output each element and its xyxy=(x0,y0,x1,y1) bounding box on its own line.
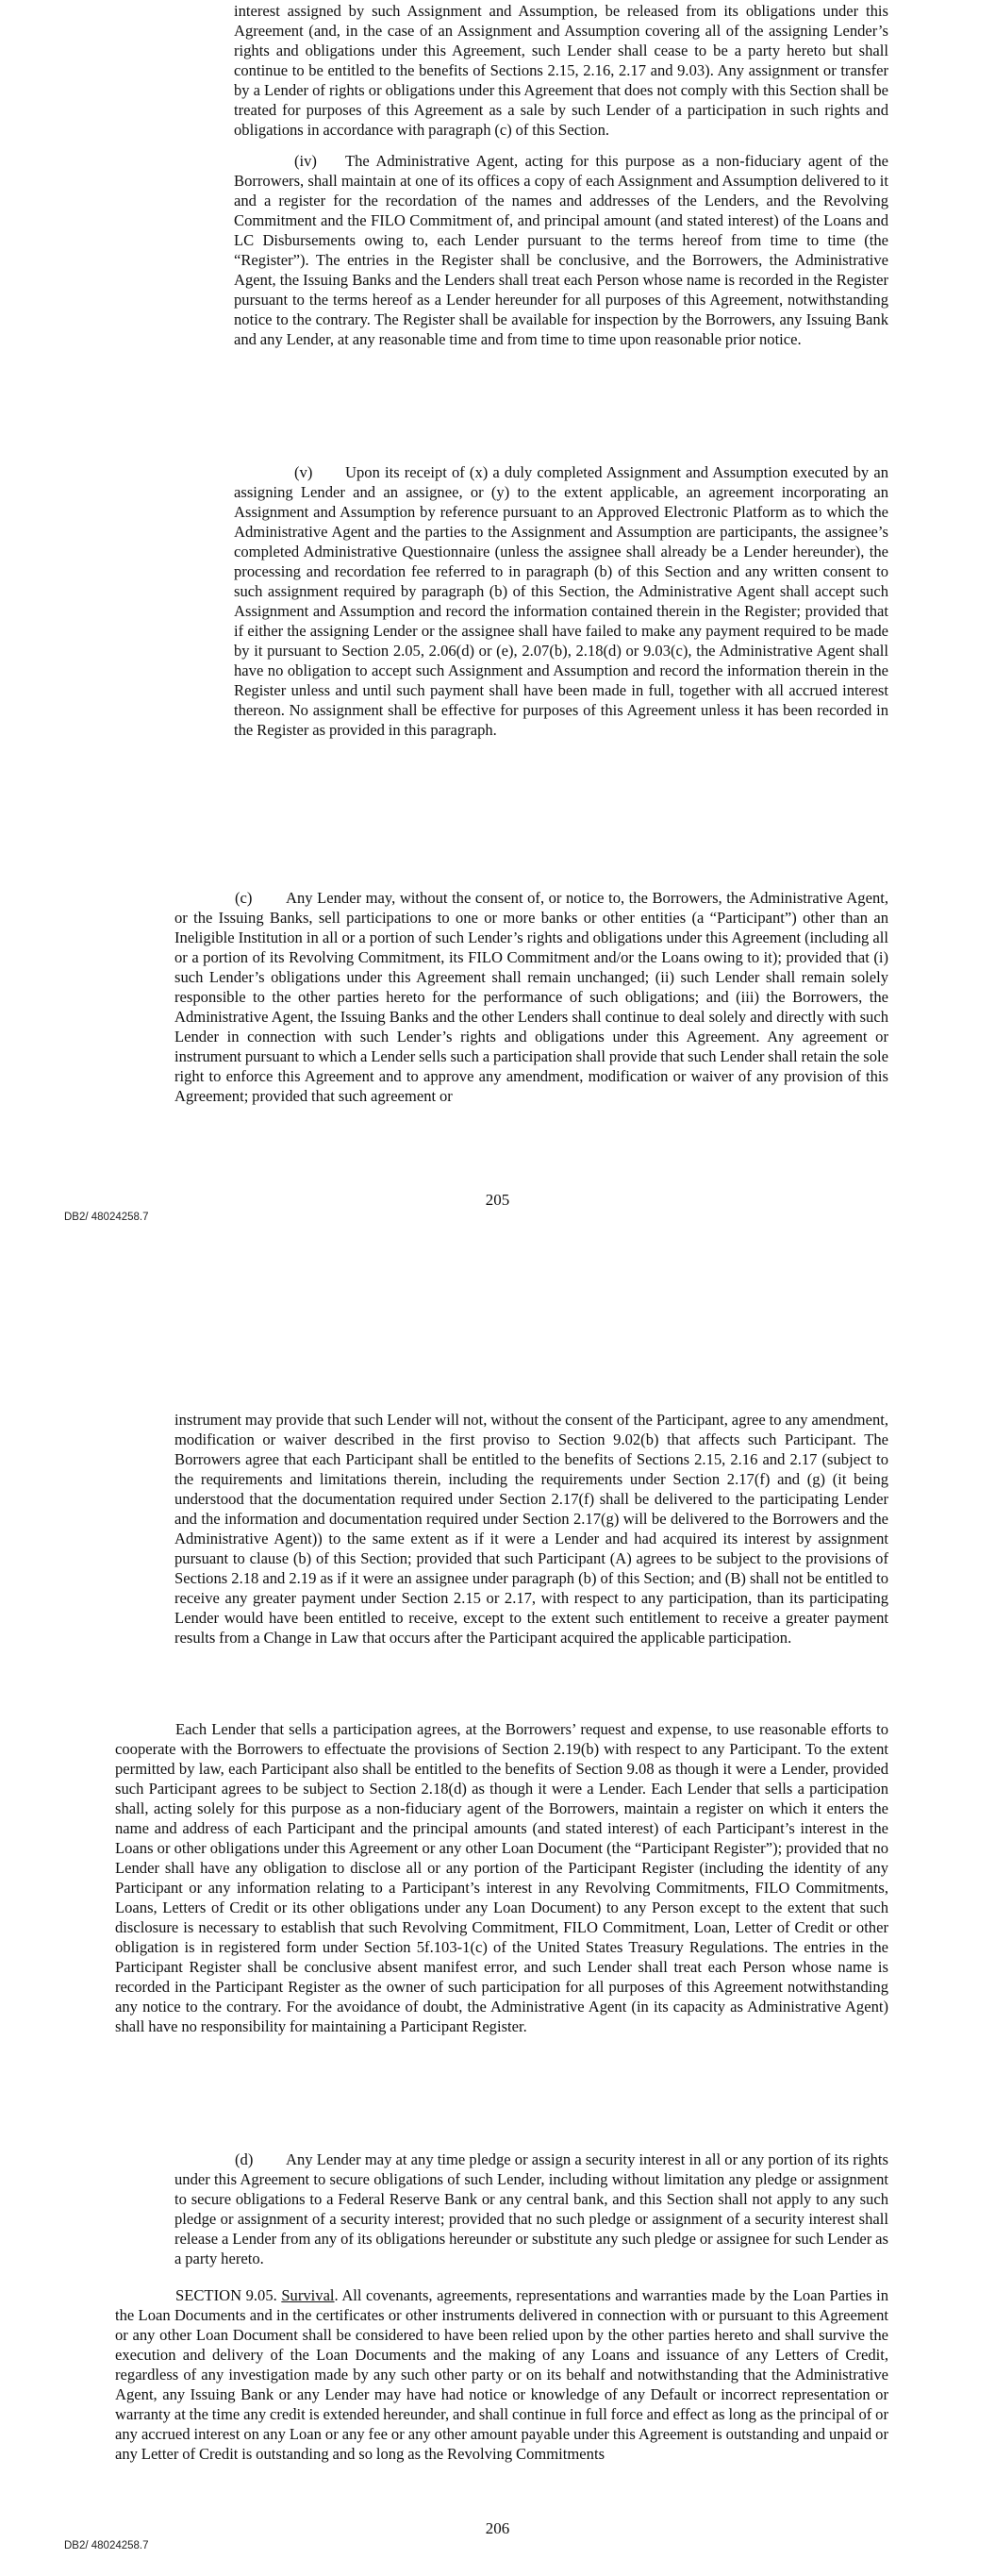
paragraph-v xyxy=(234,462,888,740)
paragraph-iv xyxy=(234,151,888,349)
section-title: Survival xyxy=(281,2286,335,2304)
paragraph-c-label: (c) xyxy=(235,889,253,907)
paragraph-iii-continuation: interest assigned by such Assignment and Assumption, be released from its obligations under this Agreement (and, in the case of an Assignment and Assumption covering all of the assigning Lender’s rights and obligations under this Agreement, such Lender shall cease to be a party hereto but shall continue to be entitled to the benefits of Sections 2.15, 2.16, 2.17 and 9.03). Any assignment or transfer by a Lender of rights or obligations under this Agreement that does not comply with this Section shall be treated for purposes of this Agreement as a sale by such Lender of a participation in such rights and obligations in accordance with paragraph (c) of this Section. xyxy=(234,2,888,139)
page-number: 206 xyxy=(485,2519,510,2537)
paragraph-v-label: (v) xyxy=(294,463,313,481)
section-9-05 xyxy=(115,2285,888,2464)
paragraph-each-lender: Each Lender that sells a participation agrees, at the Borrowers’ request and expense, to use reasonable efforts to cooperate with the Borrowers to effectuate the provisions of Section 2.19(b) with respect to any Participant. To the extent permitted by law, each Participant also shall be entitled to the benefits of Section 9.08 as though it were a Lender, provided such Participant agrees to be subject to Section 2.18(d) as though it were a Lender. Each Lender that sells a participation shall, acting solely for this purpose as a non-fiduciary agent of the Borrowers, maintain a register on which it enters the name and address of each Participant and the principal amounts (and stated interest) of each Participant’s interest in the Loans or other obligations under this Agreement or any other Loan Document (the “Participant Register”); provided that no Lender shall have any obligation to disclose all or any portion of the Participant Register (including the identity of any Participant or any information relating to a Participant’s interest in any Revolving Commitments, FILO Commitments, Loans, Letters of Credit or its other obligations under any Loan Document) to any Person except to the extent that such disclosure is necessary to establish that such Revolving Commitment, FILO Commitment, Loan, Letter of Credit or other obligation is in registered form under Section 5f.103-1(c) of the United States Treasury Regulations. The entries in the Participant Register shall be conclusive absent manifest error, and such Lender shall treat each Person whose name is recorded in the Participant Register as the owner of such participation for all purposes of this Agreement notwithstanding any notice to the contrary. For the avoidance of doubt, the Administrative Agent (in its capacity as Administrative Agent) shall have no responsibility for maintaining a Participant Register. xyxy=(115,1720,888,2035)
paragraph-c xyxy=(174,888,888,1106)
paragraph-iv-text: The Administrative Agent, acting for this purpose as a non-fiduciary agent of the Borrowers, shall maintain at one of its offices a copy of each Assignment and Assumption delivered to it and a register for the recordation of the names and addresses of the Lenders, and the Revolving Commitment and the FILO Commitment of, and principal amount (and stated interest) of the Loans and LC Disbursements owing to, each Lender pursuant to the terms hereof from time to time (the “Register”). The entries in the Register shall be conclusive, and the Borrowers, the Administrative Agent, the Issuing Banks and the Lenders shall treat each Person whose name is recorded in the Register pursuant to the terms hereof as a Lender hereunder for all purposes of this Agreement, notwithstanding notice to the contrary. The Register shall be available for inspection by the Borrowers, any Issuing Bank and any Lender, at any reasonable time and from time to time upon reasonable prior notice. xyxy=(234,152,888,348)
document-id: DB2/ 48024258.7 xyxy=(64,2540,149,2551)
paragraph-d-label: (d) xyxy=(235,2150,254,2168)
paragraph-v-text: Upon its receipt of (x) a duly completed Assignment and Assumption executed by an assigning Lender and an assignee, or (y) to the extent applicable, an agreement incorporating an Assignment and Assumption by reference pursuant to an Approved Electronic Platform as to which the Administrative Agent and the parties to the Assignment and Assumption are participants, the assignee’s completed Administrative Questionnaire (unless the assignee shall already be a Lender hereunder), the processing and recordation fee referred to in paragraph (b) of this Section and any written consent to such assignment required by paragraph (b) of this Section, the Administrative Agent shall accept such Assignment and Assumption and record the information contained therein in the Register; provided that if either the assigning Lender or the assignee shall have failed to make any payment required to be made by it pursuant to Section 2.05, 2.06(d) or (e), 2.07(b), 2.18(d) or 9.03(c), the Administrative Agent shall have no obligation to accept such Assignment and Assumption and record the information therein in the Register unless and until such payment shall have been made in full, together with all accrued interest thereon. No assignment shall be effective for purposes of this Agreement unless it has been recorded in the Register as provided in this paragraph. xyxy=(234,463,888,739)
paragraph-c-continuation: instrument may provide that such Lender will not, without the consent of the Participant, agree to any amendment, modification or waiver described in the first proviso to Section 9.02(b) that affects such Participant. The Borrowers agree that each Participant shall be entitled to the benefits of Sections 2.15, 2.16 and 2.17 (subject to the requirements and limitations therein, including the requirements under Section 2.17(f) and (g) (it being understood that the documentation required under Section 2.17(f) shall be delivered to the participating Lender and the information and documentation required under Section 2.17(g) will be delivered to the Borrowers and the Administrative Agent)) to the same extent as if it were a Lender and had acquired its interest by assignment pursuant to clause (b) of this Section; provided that such Participant (A) agrees to be subject to the provisions of Sections 2.18 and 2.19 as if it were an assignee under paragraph (b) of this Section; and (B) shall not be entitled to receive any greater payment under Section 2.15 or 2.17, with respect to any participation, than its participating Lender would have been entitled to receive, except to the extent such entitlement to receive a greater payment results from a Change in Law that occurs after the Participant acquired the applicable participation. xyxy=(174,1411,888,1647)
paragraph-c-text: Any Lender may, without the consent of, or notice to, the Borrowers, the Administrative Agent, or the Issuing Banks, sell participations to one or more banks or other entities (a “Participant”) other than an Ineligible Institution in all or a portion of such Lender’s rights and obligations under this Agreement (including all or a portion of its Revolving Commitment, its FILO Commitment and/or the Loans owing to it); provided that (i) such Lender’s obligations under this Agreement shall remain unchanged; (ii) such Lender shall remain solely responsible to the other parties hereto for the performance of such obligations; and (iii) the Borrowers, the Administrative Agent, the Issuing Banks and the other Lenders shall continue to deal solely and directly with such Lender in connection with such Lender’s rights and obligations under this Agreement. Any agreement or instrument pursuant to which a Lender sells such a participation shall provide that such Lender shall retain the sole right to enforce this Agreement and to approve any amendment, modification or waiver of any provision of this Agreement; provided that such agreement or xyxy=(174,889,888,1105)
paragraph-d xyxy=(174,2149,888,2268)
page-number: 205 xyxy=(485,1191,510,1209)
document-page-205 xyxy=(0,0,995,1246)
paragraph-d-text: Any Lender may at any time pledge or assign a security interest in all or any portion of its rights under this Agreement to secure obligations of such Lender, including without limitation any pledge or assignment to secure obligations to a Federal Reserve Bank or any central bank, and this Section shall not apply to any such pledge or assignment of a security interest; provided that no such pledge or assignment of a security interest shall release a Lender from any of its obligations hereunder or substitute any such pledge or assignee for such Lender as a party hereto. xyxy=(174,2150,888,2267)
section-text: All covenants, agreements, representations and warranties made by the Loan Parties in the Loan Documents and in the certificates or other instruments delivered in connection with or pursuant to this Agreement or any other Loan Document shall be considered to have been relied upon by the other parties hereto and shall survive the execution and delivery of the Loan Documents and the making of any Loans and issuance of any Letters of Credit, regardless of any investigation made by any such other party or on its behalf and notwithstanding that the Administrative Agent, any Issuing Bank or any Lender may have had notice or knowledge of any Default or incorrect representation or warranty at the time any credit is extended hereunder, and shall continue in full force and effect as long as the principal of or any accrued interest on any Loan or any fee or any other amount payable under this Agreement is outstanding and unpaid or any Letter of Credit is outstanding and so long as the Revolving Commitments xyxy=(115,2286,888,2463)
document-id: DB2/ 48024258.7 xyxy=(64,1212,149,1223)
section-heading: SECTION 9.05. xyxy=(175,2286,277,2304)
paragraph-iv-label: (iv) xyxy=(294,152,317,170)
document-page-206 xyxy=(0,1246,995,2576)
section-title-period: . xyxy=(334,2286,339,2304)
